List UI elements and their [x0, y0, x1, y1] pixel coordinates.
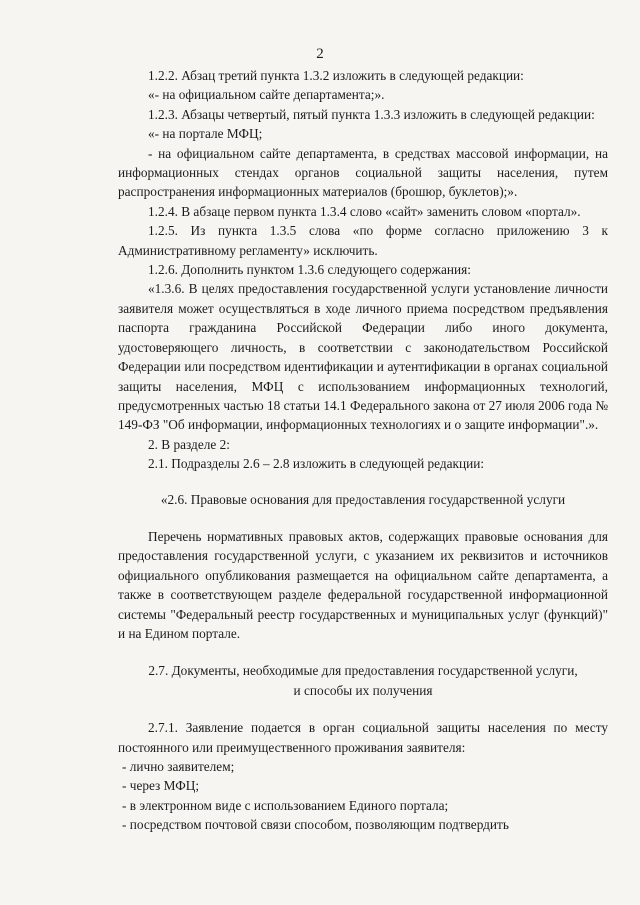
paragraph-2-7-1: 2.7.1. Заявление подается в орган социальной защиты населения по месту постоянного или преимущественного проживания заявителя:: [118, 720, 608, 755]
heading-2-7-line1: 2.7. Документы, необходимые для предоставления государственной услуги,: [148, 663, 578, 679]
paragraph-quote-site: «- на официальном сайте департамента;».: [148, 87, 385, 103]
paragraph-section-2: 2. В разделе 2:: [148, 436, 230, 452]
list-item: - в электронном виде с использованием Единого портала;: [122, 797, 449, 813]
list-item: - через МФЦ;: [122, 778, 200, 794]
paragraph-1-2-4: 1.2.4. В абзаце первом пункта 1.3.4 слово «сайт» заменить словом «портал».: [148, 203, 581, 219]
paragraph-last: - посредством почтовой связи способом, позволяющим подтвердить: [122, 817, 509, 833]
page-number: 2: [316, 46, 324, 62]
paragraph-dept-site: - на официальном сайте департамента, в средствах массовой информации, на информационных стендах органов социальной защиты населения, путем распространения информационных материалов (брошюр, буклетов);».: [118, 145, 608, 200]
heading-2-7: [118, 661, 608, 700]
paragraph-quote-portal: «- на портале МФЦ;: [148, 126, 263, 142]
paragraph-2-1: 2.1. Подразделы 2.6 – 2.8 изложить в следующей редакции:: [148, 456, 485, 472]
paragraph-1-2-2: 1.2.2. Абзац третий пункта 1.3.2 изложить в следующей редакции:: [148, 68, 524, 83]
heading-2-6: [118, 490, 608, 509]
paragraph-1-2-5: 1.2.5. Из пункта 1.3.5 слова «по форме согласно приложению 3 к Административному регламенту» исключить.: [118, 223, 608, 258]
paragraph-2-6-body: Перечень нормативных правовых актов, содержащих правовые основания для предоставления государственной услуги, с указанием их реквизитов и источников официального опубликования размещается на официальном сайте департамента, а также в соответствующем разделе федеральной государственной информационной системы "Федеральный реестр государственных и муниципальных услуг (функций)" и на Едином портале.: [118, 528, 608, 641]
paragraph-1-2-6: 1.2.6. Дополнить пунктом 1.3.6 следующего содержания:: [148, 262, 471, 278]
paragraph-1-2-3: 1.2.3. Абзацы четвертый, пятый пункта 1.3.3 изложить в следующей редакции:: [148, 106, 595, 122]
list-item: - лично заявителем;: [122, 759, 235, 774]
heading-2-7-line2: и способы их получения: [293, 682, 433, 698]
heading-2-6-text: «2.6. Правовые основания для предоставления государственной услуги: [160, 491, 566, 507]
document-body: [0, 66, 640, 835]
paragraph-1-3-6: «1.3.6. В целях предоставления государственной услуги установление личности заявителя может осуществляться в ходе личного приема посредством предъявления паспорта гражданина Российской Федерации либо иного документа, удостоверяющего личность, в соответствии с законодательством Российской Федерации или посредством идентификации и аутентификации в органах социальной защиты населения, МФЦ с использованием информационных технологий, предусмотренных частью 18 статьи 14.1 Федерального закона от 27 июля 2006 года № 149-ФЗ "Об информации, информационных технологиях и о защите информации".».: [118, 281, 609, 433]
